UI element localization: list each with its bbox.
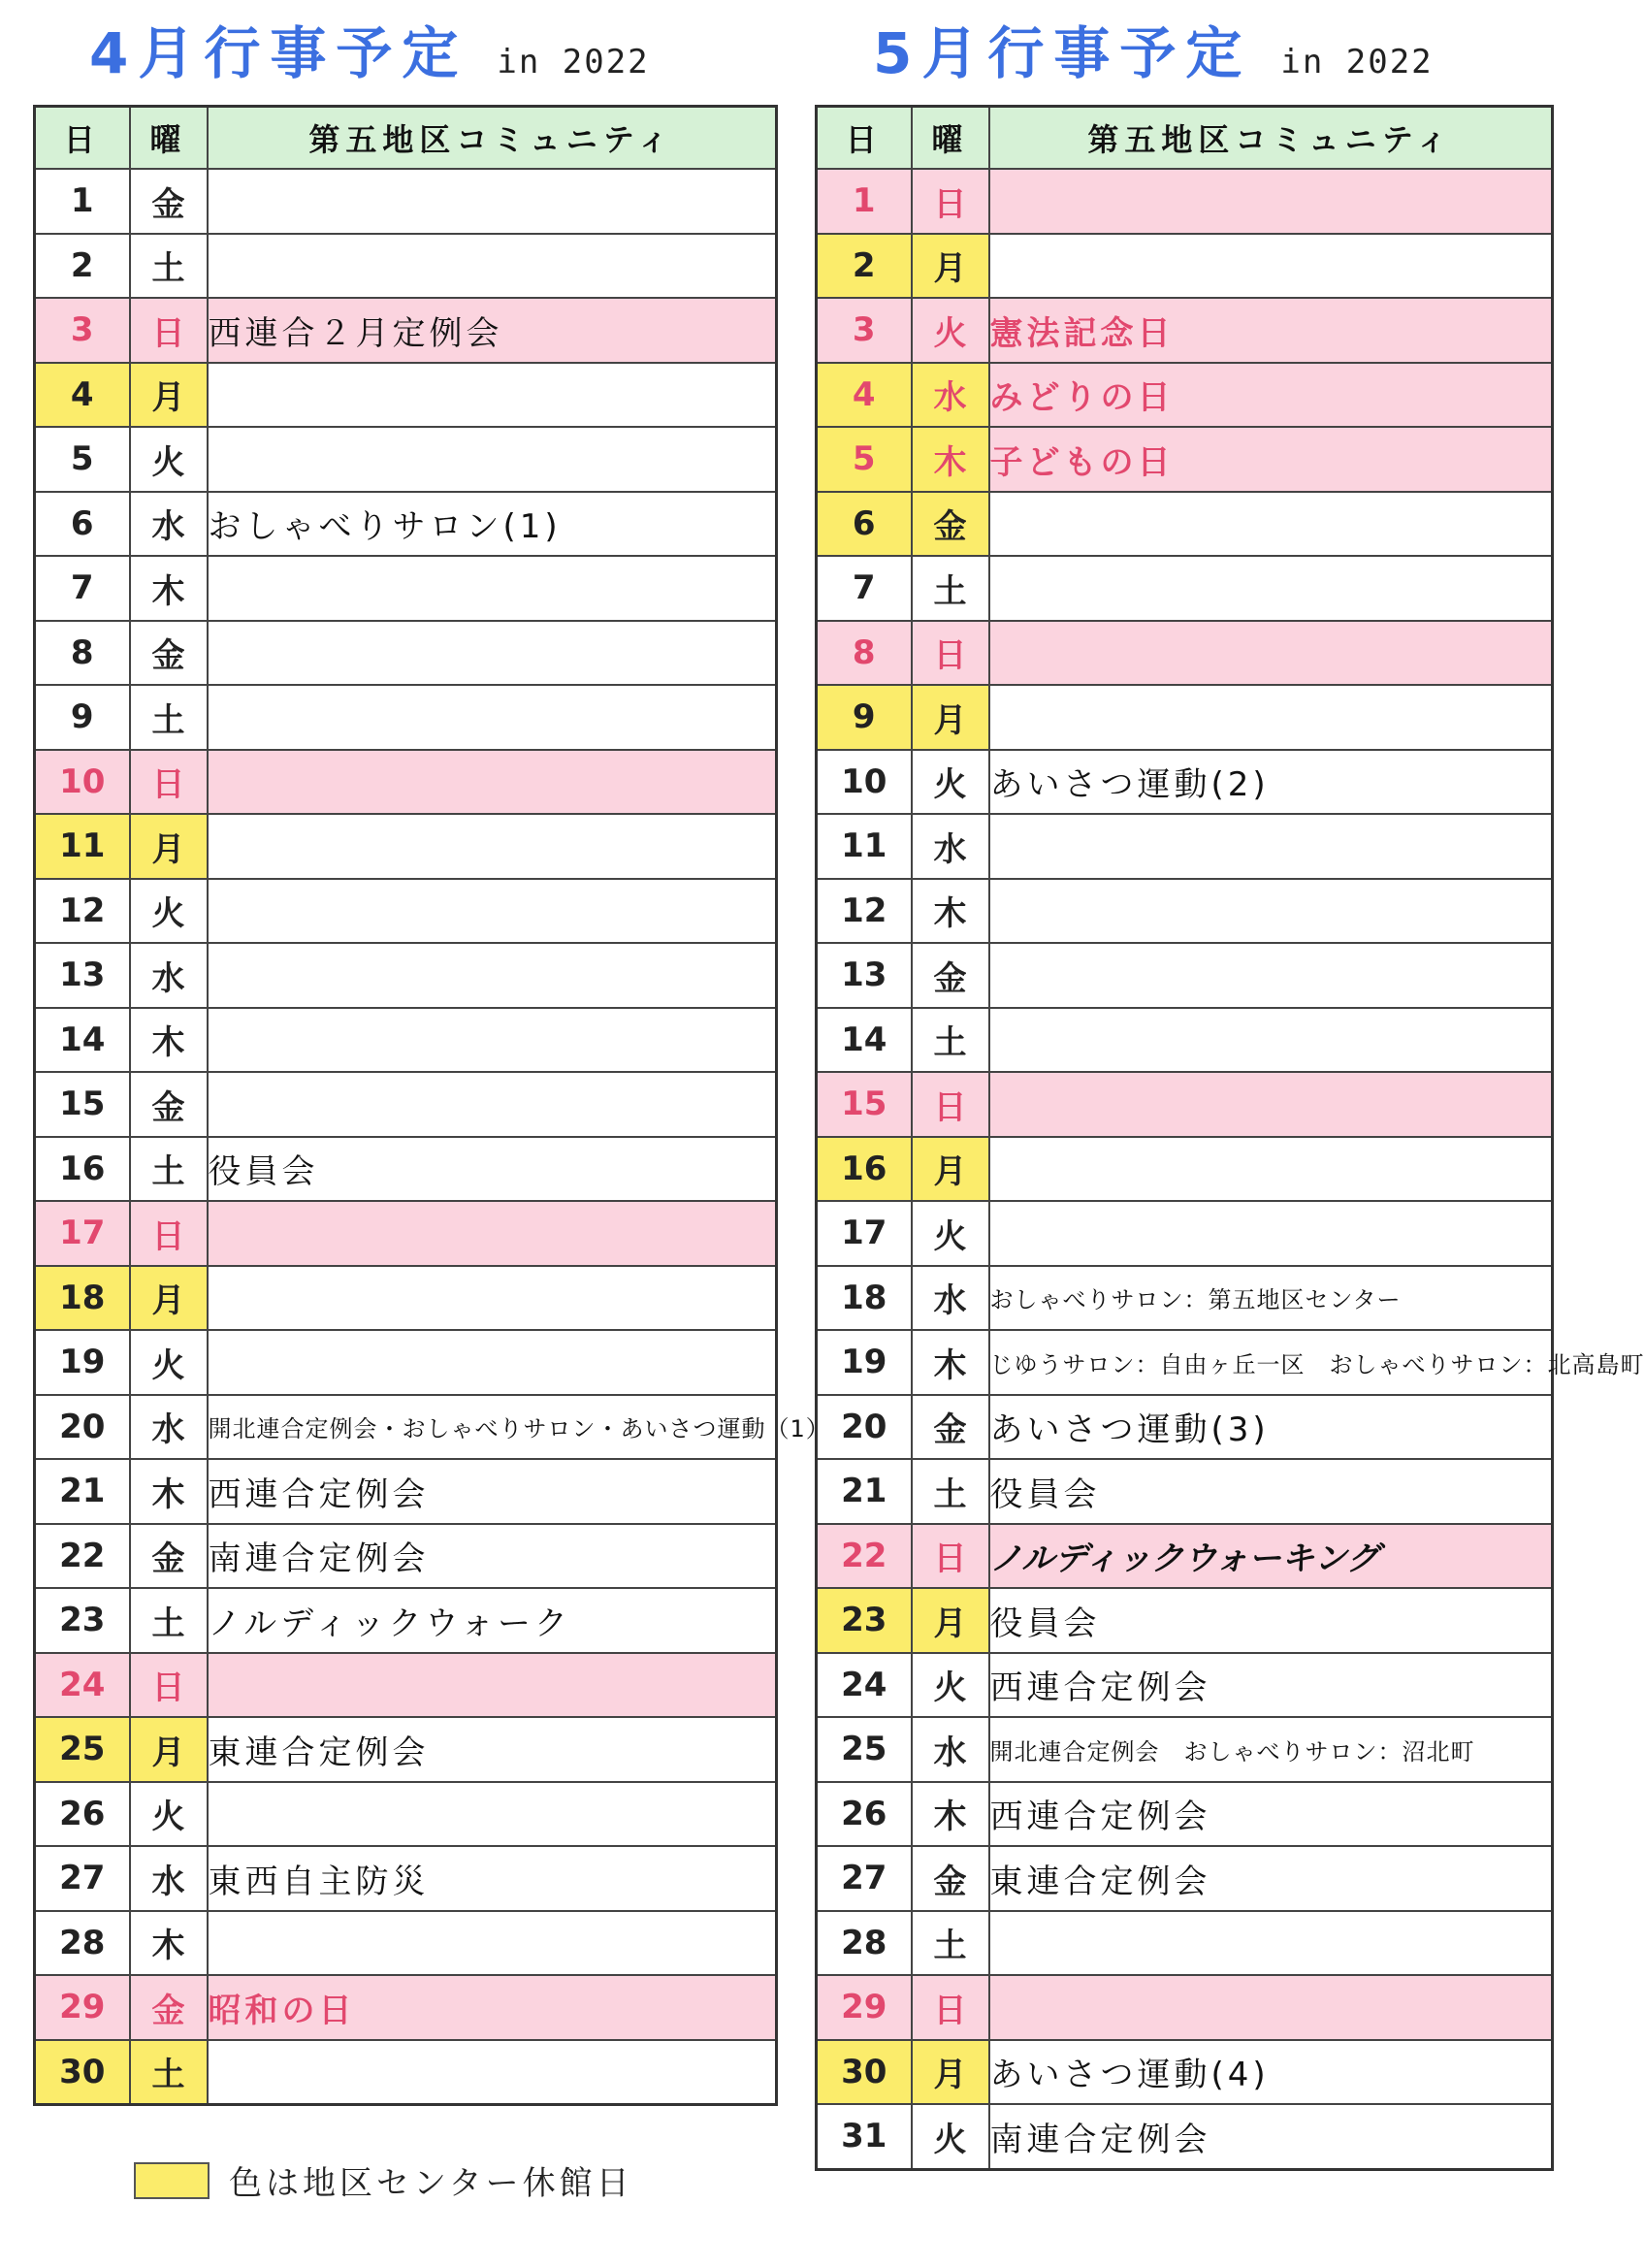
table-row <box>35 1266 777 1331</box>
event-cell: 役員会 <box>989 1459 1553 1524</box>
table-row <box>817 1459 1553 1524</box>
day-cell: 9 <box>817 685 912 750</box>
event-cell: 開北連合定例会・おしゃべりサロン・あいさつ運動（1） <box>208 1395 777 1460</box>
weekday-cell: 木 <box>130 1459 208 1524</box>
event-cell <box>989 1008 1553 1073</box>
day-cell: 30 <box>817 2040 912 2105</box>
day-cell: 8 <box>817 621 912 686</box>
event-cell <box>989 1975 1553 2040</box>
event-cell: 西連合定例会 <box>989 1653 1553 1718</box>
weekday-cell: 土 <box>912 1911 989 1976</box>
weekday-cell: 日 <box>130 1201 208 1266</box>
event-cell <box>989 492 1553 557</box>
table-row <box>817 1395 1553 1460</box>
day-cell: 2 <box>35 234 130 299</box>
table-header-row <box>35 107 777 170</box>
table-row <box>35 1072 777 1137</box>
event-cell <box>208 1653 777 1718</box>
weekday-cell: 水 <box>912 363 989 428</box>
event-cell <box>208 1201 777 1266</box>
event-cell: 東連合定例会 <box>989 1846 1553 1911</box>
table-header-row <box>817 107 1553 170</box>
day-cell: 12 <box>35 879 130 944</box>
weekday-cell: 水 <box>130 943 208 1008</box>
event-cell: 役員会 <box>989 1588 1553 1653</box>
event-cell: おしゃべりサロン：第五地区センター <box>989 1266 1553 1331</box>
day-cell: 17 <box>35 1201 130 1266</box>
table-row <box>817 943 1553 1008</box>
day-cell: 24 <box>817 1653 912 1718</box>
day-cell: 18 <box>817 1266 912 1331</box>
table-row <box>35 1846 777 1911</box>
april-rows <box>35 169 830 2105</box>
table-row <box>817 1137 1553 1202</box>
weekday-cell: 木 <box>912 1782 989 1847</box>
table-row <box>35 234 777 299</box>
weekday-cell: 木 <box>912 1330 989 1395</box>
weekday-cell: 月 <box>912 685 989 750</box>
event-cell: 西連合定例会 <box>208 1459 777 1524</box>
day-cell: 15 <box>35 1072 130 1137</box>
event-cell <box>989 169 1553 234</box>
table-row <box>817 556 1553 621</box>
day-cell: 1 <box>35 169 130 234</box>
event-cell: みどりの日 <box>989 363 1553 428</box>
table-row <box>35 1137 777 1202</box>
day-cell: 26 <box>35 1782 130 1847</box>
event-cell: ノルディックウォーク <box>208 1588 777 1653</box>
event-cell <box>208 1911 777 1976</box>
weekday-cell: 水 <box>130 492 208 557</box>
table-row <box>35 621 777 686</box>
event-cell <box>989 234 1553 299</box>
event-cell <box>989 1072 1553 1137</box>
event-cell <box>989 879 1553 944</box>
event-cell: 憲法記念日 <box>989 298 1553 363</box>
table-row <box>35 2040 777 2105</box>
event-cell <box>989 621 1553 686</box>
table-row <box>817 2040 1553 2105</box>
weekday-cell: 土 <box>130 234 208 299</box>
day-cell: 18 <box>35 1266 130 1331</box>
event-cell <box>208 1330 777 1395</box>
weekday-cell: 火 <box>912 1653 989 1718</box>
table-row <box>35 1330 777 1395</box>
day-cell: 25 <box>35 1717 130 1782</box>
table-row <box>35 1588 777 1653</box>
table-row <box>35 1975 777 2040</box>
table-row <box>35 1653 777 1718</box>
event-cell <box>208 621 777 686</box>
weekday-cell: 月 <box>130 1266 208 1331</box>
day-cell: 21 <box>817 1459 912 1524</box>
day-cell: 8 <box>35 621 130 686</box>
day-cell: 29 <box>817 1975 912 2040</box>
table-row <box>817 363 1553 428</box>
weekday-cell: 日 <box>130 1653 208 1718</box>
table-row <box>35 427 777 492</box>
day-cell: 20 <box>35 1395 130 1460</box>
table-row <box>817 621 1553 686</box>
table-row <box>817 2104 1553 2169</box>
day-cell: 28 <box>817 1911 912 1976</box>
event-cell <box>208 1266 777 1331</box>
weekday-cell: 月 <box>130 363 208 428</box>
day-cell: 21 <box>35 1459 130 1524</box>
table-row <box>817 1846 1553 1911</box>
table-row <box>35 879 777 944</box>
weekday-cell: 火 <box>130 879 208 944</box>
header-day: 日 <box>35 107 130 170</box>
weekday-cell: 金 <box>130 1524 208 1589</box>
table-row <box>35 363 777 428</box>
event-cell: あいさつ運動(4) <box>989 2040 1553 2105</box>
weekday-cell: 土 <box>130 685 208 750</box>
event-cell <box>208 1782 777 1847</box>
event-cell: 西連合定例会 <box>989 1782 1553 1847</box>
table-row <box>35 1008 777 1073</box>
day-cell: 15 <box>817 1072 912 1137</box>
table-row <box>817 1201 1553 1266</box>
event-cell <box>208 814 777 879</box>
event-cell: じゆうサロン：自由ヶ丘一区 おしゃべりサロン：北高島町 <box>989 1330 1553 1395</box>
table-row <box>817 1975 1553 2040</box>
day-cell: 9 <box>35 685 130 750</box>
event-cell: ノルディックウォーキング <box>989 1524 1553 1589</box>
table-row <box>35 750 777 815</box>
day-cell: 2 <box>817 234 912 299</box>
header-weekday: 曜 <box>912 107 989 170</box>
event-cell <box>989 556 1553 621</box>
weekday-cell: 金 <box>912 1395 989 1460</box>
legend <box>134 2156 633 2204</box>
day-cell: 26 <box>817 1782 912 1847</box>
event-cell <box>208 234 777 299</box>
weekday-cell: 日 <box>912 1975 989 2040</box>
event-cell: あいさつ運動(2) <box>989 750 1553 815</box>
event-cell <box>989 814 1553 879</box>
event-cell <box>208 427 777 492</box>
may-year: in 2022 <box>1280 43 1434 81</box>
day-cell: 1 <box>817 169 912 234</box>
weekday-cell: 金 <box>130 621 208 686</box>
weekday-cell: 土 <box>130 1137 208 1202</box>
weekday-cell: 木 <box>912 879 989 944</box>
table-row <box>817 492 1553 557</box>
day-cell: 19 <box>35 1330 130 1395</box>
table-row <box>35 1782 777 1847</box>
day-cell: 23 <box>35 1588 130 1653</box>
event-cell: 子どもの日 <box>989 427 1553 492</box>
day-cell: 31 <box>817 2104 912 2169</box>
event-cell: 東西自主防災 <box>208 1846 777 1911</box>
day-cell: 27 <box>35 1846 130 1911</box>
event-cell: 西連合２月定例会 <box>208 298 777 363</box>
table-row <box>817 750 1553 815</box>
table-row <box>817 1524 1553 1589</box>
may-rows <box>817 169 1645 2169</box>
table-row <box>817 1330 1553 1395</box>
weekday-cell: 水 <box>130 1846 208 1911</box>
table-row <box>817 1911 1553 1976</box>
day-cell: 5 <box>35 427 130 492</box>
weekday-cell: 土 <box>912 1008 989 1073</box>
weekday-cell: 金 <box>912 943 989 1008</box>
weekday-cell: 月 <box>912 1137 989 1202</box>
header-event: 第五地区コミュニティ <box>989 107 1553 170</box>
weekday-cell: 金 <box>912 492 989 557</box>
table-row <box>817 1717 1553 1782</box>
day-cell: 3 <box>817 298 912 363</box>
day-cell: 14 <box>817 1008 912 1073</box>
event-cell <box>208 1008 777 1073</box>
event-cell: 役員会 <box>208 1137 777 1202</box>
day-cell: 29 <box>35 1975 130 2040</box>
weekday-cell: 月 <box>912 2040 989 2105</box>
event-cell: 南連合定例会 <box>208 1524 777 1589</box>
day-cell: 30 <box>35 2040 130 2105</box>
event-cell <box>208 879 777 944</box>
table-row <box>35 685 777 750</box>
day-cell: 22 <box>817 1524 912 1589</box>
day-cell: 13 <box>35 943 130 1008</box>
weekday-cell: 木 <box>130 1911 208 1976</box>
weekday-cell: 日 <box>912 1524 989 1589</box>
weekday-cell: 土 <box>912 556 989 621</box>
table-row <box>35 1717 777 1782</box>
weekday-cell: 火 <box>912 298 989 363</box>
day-cell: 27 <box>817 1846 912 1911</box>
day-cell: 6 <box>817 492 912 557</box>
table-row <box>35 1395 777 1460</box>
weekday-cell: 月 <box>130 814 208 879</box>
day-cell: 4 <box>817 363 912 428</box>
weekday-cell: 月 <box>912 1588 989 1653</box>
day-cell: 28 <box>35 1911 130 1976</box>
event-cell <box>208 750 777 815</box>
event-cell <box>989 685 1553 750</box>
table-row <box>35 1459 777 1524</box>
event-cell <box>208 363 777 428</box>
weekday-cell: 木 <box>912 427 989 492</box>
day-cell: 7 <box>35 556 130 621</box>
event-cell: 南連合定例会 <box>989 2104 1553 2169</box>
header-event: 第五地区コミュニティ <box>208 107 777 170</box>
day-cell: 25 <box>817 1717 912 1782</box>
weekday-cell: 日 <box>130 298 208 363</box>
header-day: 日 <box>817 107 912 170</box>
table-row <box>817 169 1553 234</box>
event-cell <box>989 1137 1553 1202</box>
event-cell: 開北連合定例会 おしゃべりサロン：沼北町 <box>989 1717 1553 1782</box>
day-cell: 6 <box>35 492 130 557</box>
day-cell: 10 <box>35 750 130 815</box>
weekday-cell: 火 <box>912 1201 989 1266</box>
weekday-cell: 月 <box>130 1717 208 1782</box>
day-cell: 19 <box>817 1330 912 1395</box>
may-title-text: 5月行事予定 <box>873 20 1252 86</box>
day-cell: 7 <box>817 556 912 621</box>
weekday-cell: 金 <box>130 169 208 234</box>
day-cell: 24 <box>35 1653 130 1718</box>
day-cell: 13 <box>817 943 912 1008</box>
weekday-cell: 金 <box>130 1975 208 2040</box>
table-row <box>35 298 777 363</box>
event-cell <box>208 2040 777 2105</box>
april-schedule-table <box>33 105 830 2106</box>
day-cell: 22 <box>35 1524 130 1589</box>
may-schedule-table <box>815 105 1645 2171</box>
day-cell: 20 <box>817 1395 912 1460</box>
table-row <box>817 879 1553 944</box>
table-row <box>817 298 1553 363</box>
table-row <box>35 1524 777 1589</box>
table-row <box>35 169 777 234</box>
event-cell: あいさつ運動(3) <box>989 1395 1553 1460</box>
april-title-text: 4月行事予定 <box>89 20 468 86</box>
day-cell: 23 <box>817 1588 912 1653</box>
table-row <box>817 814 1553 879</box>
table-row <box>35 492 777 557</box>
weekday-cell: 火 <box>130 1330 208 1395</box>
weekday-cell: 月 <box>912 234 989 299</box>
day-cell: 16 <box>817 1137 912 1202</box>
weekday-cell: 金 <box>912 1846 989 1911</box>
day-cell: 16 <box>35 1137 130 1202</box>
weekday-cell: 火 <box>130 1782 208 1847</box>
event-cell <box>208 943 777 1008</box>
weekday-cell: 水 <box>912 814 989 879</box>
table-row <box>817 685 1553 750</box>
event-cell <box>208 685 777 750</box>
table-row <box>817 1072 1553 1137</box>
weekday-cell: 土 <box>130 1588 208 1653</box>
weekday-cell: 土 <box>912 1459 989 1524</box>
may-title <box>873 8 1434 89</box>
event-cell <box>208 556 777 621</box>
day-cell: 10 <box>817 750 912 815</box>
table-row <box>35 943 777 1008</box>
weekday-cell: 金 <box>130 1072 208 1137</box>
april-year: in 2022 <box>497 43 650 81</box>
day-cell: 5 <box>817 427 912 492</box>
weekday-cell: 水 <box>912 1717 989 1782</box>
table-row <box>35 1201 777 1266</box>
event-cell: 東連合定例会 <box>208 1717 777 1782</box>
weekday-cell: 木 <box>130 556 208 621</box>
weekday-cell: 火 <box>130 427 208 492</box>
table-row <box>817 427 1553 492</box>
legend-text: 色は地区センター休館日 <box>229 2164 633 2203</box>
header-weekday: 曜 <box>130 107 208 170</box>
weekday-cell: 木 <box>130 1008 208 1073</box>
weekday-cell: 火 <box>912 750 989 815</box>
table-row <box>817 1653 1553 1718</box>
day-cell: 17 <box>817 1201 912 1266</box>
table-row <box>817 1266 1553 1331</box>
event-cell <box>989 1201 1553 1266</box>
table-row <box>35 1911 777 1976</box>
weekday-cell: 日 <box>912 1072 989 1137</box>
table-row <box>35 556 777 621</box>
weekday-cell: 水 <box>130 1395 208 1460</box>
table-row <box>35 814 777 879</box>
legend-swatch <box>134 2162 210 2199</box>
table-row <box>817 1008 1553 1073</box>
weekday-cell: 水 <box>912 1266 989 1331</box>
event-cell: おしゃべりサロン(1) <box>208 492 777 557</box>
event-cell: 昭和の日 <box>208 1975 777 2040</box>
weekday-cell: 土 <box>130 2040 208 2105</box>
april-title <box>89 8 650 89</box>
day-cell: 12 <box>817 879 912 944</box>
day-cell: 4 <box>35 363 130 428</box>
event-cell <box>989 1911 1553 1976</box>
weekday-cell: 日 <box>130 750 208 815</box>
table-row <box>817 1588 1553 1653</box>
event-cell <box>208 169 777 234</box>
day-cell: 3 <box>35 298 130 363</box>
weekday-cell: 日 <box>912 169 989 234</box>
day-cell: 11 <box>817 814 912 879</box>
event-cell <box>208 1072 777 1137</box>
table-row <box>817 1782 1553 1847</box>
day-cell: 14 <box>35 1008 130 1073</box>
day-cell: 11 <box>35 814 130 879</box>
weekday-cell: 日 <box>912 621 989 686</box>
event-cell <box>989 943 1553 1008</box>
weekday-cell: 火 <box>912 2104 989 2169</box>
table-row <box>817 234 1553 299</box>
